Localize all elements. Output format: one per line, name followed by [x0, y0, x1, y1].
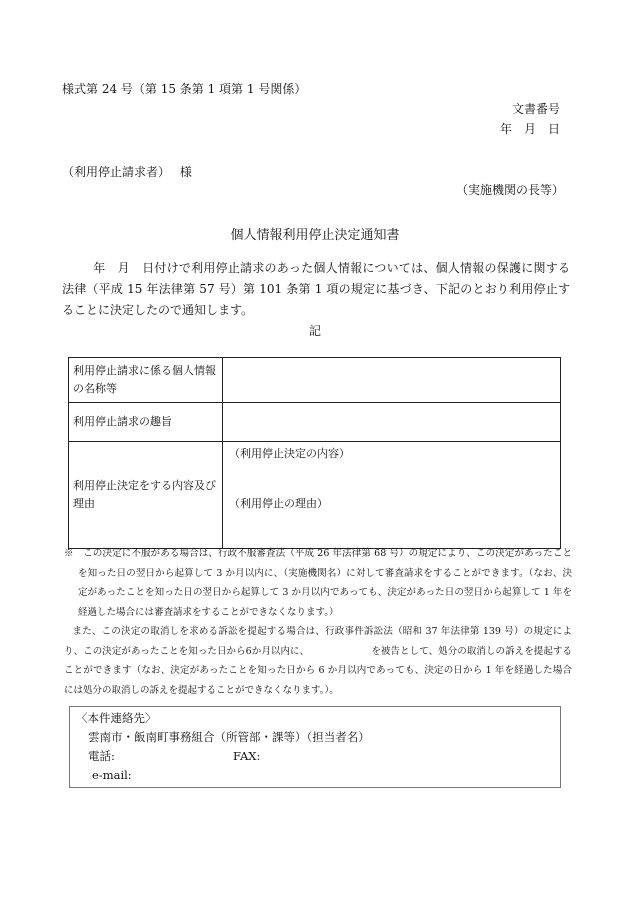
- table-row: [69, 403, 561, 442]
- row-value-decision-reason: [223, 442, 561, 549]
- document-title: 個人情報利用停止決定通知書: [230, 228, 400, 243]
- form-number: 様式第 24 号（第 15 条第 1 項第 1 号関係）: [62, 82, 307, 96]
- row-label-info-name: 利用停止請求に係る個人情報の名称等: [69, 358, 223, 403]
- contact-email-label: e-mail:: [92, 768, 132, 782]
- table-row: [69, 442, 561, 549]
- row-label-request-purpose: 利用停止請求の趣旨: [69, 403, 223, 442]
- decision-reason-heading: （利用停止の理由）: [229, 497, 328, 510]
- requester-name: （利用停止請求者） 様: [62, 165, 192, 179]
- appeal-note-review: ※ この決定に不服がある場合は、行政不服審査法（平成 26 年法律第 68 号）の規定により、この決定があったことを知った日の翌日から起算して 3 か月以内に、（実施機関名）に対して審査請求をすることができます。（なお、決定があったことを知った日の翌日から起算して 3 か月以内であっても、決定があった日の翌日から起算して 1 年を経過した場合には審査請求をすることができなくなります。）: [64, 548, 572, 618]
- decision-content-heading: （利用停止決定の内容）: [229, 447, 350, 460]
- contact-box: [69, 706, 561, 788]
- ki-marker: 記: [308, 324, 321, 338]
- appeal-notes: [64, 544, 572, 700]
- contact-organization: 雲南市・飯南町事務組合（所管部・課等）（担当者名）: [88, 730, 370, 744]
- issue-date: 年 月 日: [499, 122, 560, 136]
- contact-tel-label: 電話:: [88, 749, 115, 763]
- row-label-decision-reason: 利用停止決定をする内容及び理由: [69, 442, 223, 549]
- row-value-info-name: [223, 358, 561, 403]
- agency-head: （実施機関の長等）: [455, 183, 564, 197]
- table-row: [69, 358, 561, 403]
- decision-table: [68, 357, 561, 549]
- contact-fax-label: FAX:: [233, 749, 261, 763]
- contact-heading: 〈本件連絡先〉: [76, 711, 157, 725]
- notice-body: 年 月 日付けで利用停止請求のあった個人情報については、個人情報の保護に関する法律（平成 15 年法律第 57 号）第 101 条第 1 項の規定に基づき、下記のとおり利用停止することに決定したので通知します。: [62, 261, 570, 317]
- row-value-request-purpose: [223, 403, 561, 442]
- appeal-note-lawsuit: また、この決定の取消しを求める訴訟を提起する場合は、行政事件訴訟法（昭和 37 年法律第 139 号）の規定により、この決定があったことを知った日から6か月以内に、 を被告として、処分の取消しの訴えを提起することができます（なお、決定があったことを知った日から 6 か月以内であっても、決定の日から 1 年を経過した場合には処分の取消しの訴えを提起することができなくなります。）。: [64, 626, 572, 696]
- document-number: 文書番号: [511, 102, 560, 116]
